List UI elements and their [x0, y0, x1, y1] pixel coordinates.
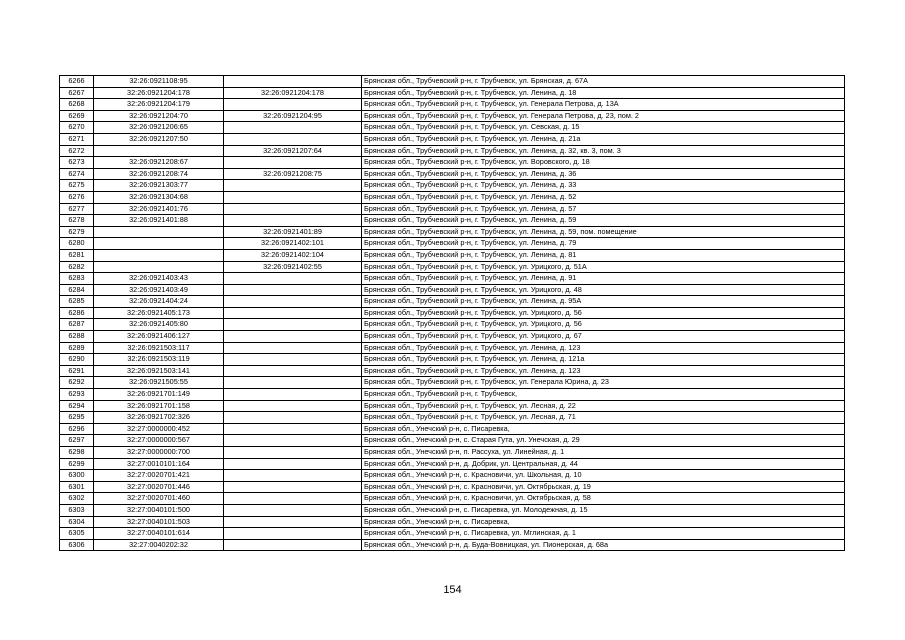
row-number-cell: 6280 [60, 238, 94, 250]
parent-cadastral-number-cell [224, 133, 362, 145]
table-row [60, 145, 845, 157]
table-row [60, 516, 845, 528]
parent-cadastral-number-cell [224, 191, 362, 203]
row-number-cell: 6294 [60, 400, 94, 412]
row-number-cell: 6304 [60, 516, 94, 528]
parent-cadastral-number-cell [224, 516, 362, 528]
address-cell: Брянская обл., Трубчевский р-н, г. Трубчевск, ул. Урицкого, д. 67 [362, 331, 845, 343]
table-row [60, 319, 845, 331]
address-cell: Брянская обл., Трубчевский р-н, г. Трубчевск, ул. Ленина, д. 52 [362, 191, 845, 203]
address-cell: Брянская обл., Трубчевский р-н, г. Трубчевск, ул. Ленина, д. 36 [362, 168, 845, 180]
address-cell: Брянская обл., Трубчевский р-н, г. Трубчевск, ул. Ленина, д. 81 [362, 249, 845, 261]
address-cell: Брянская обл., Трубчевский р-н, г. Трубчевск, ул. Генерала Петрова, д. 23, пом. 2 [362, 110, 845, 122]
address-cell: Брянская обл., Унечский р-н, д. Буда-Вовницкая, ул. Пионерская, д. 68а [362, 539, 845, 551]
address-cell: Брянская обл., Унечский р-н, с. Красновичи, ул. Школьная, д. 10 [362, 470, 845, 482]
parent-cadastral-number-cell: 32:26:0921402:101 [224, 238, 362, 250]
cadastral-number-cell: 32:26:0921405:80 [94, 319, 224, 331]
address-cell: Брянская обл., Трубчевский р-н, г. Трубчевск, ул. Лесная, д. 71 [362, 412, 845, 424]
row-number-cell: 6297 [60, 435, 94, 447]
registry-sheet [59, 75, 845, 551]
cadastral-number-cell: 32:27:0040101:614 [94, 528, 224, 540]
parent-cadastral-number-cell [224, 423, 362, 435]
cadastral-number-cell: 32:26:0921405:173 [94, 307, 224, 319]
parent-cadastral-number-cell: 32:26:0921402:55 [224, 261, 362, 273]
table-row [60, 377, 845, 389]
parent-cadastral-number-cell [224, 470, 362, 482]
cadastral-number-cell: 32:27:0000000:452 [94, 423, 224, 435]
row-number-cell: 6291 [60, 365, 94, 377]
table-row [60, 157, 845, 169]
table-row [60, 331, 845, 343]
table-row [60, 76, 845, 88]
table-row [60, 493, 845, 505]
table-row [60, 481, 845, 493]
parent-cadastral-number-cell [224, 122, 362, 134]
parent-cadastral-number-cell [224, 447, 362, 459]
page-number: 154 [443, 584, 462, 596]
parent-cadastral-number-cell [224, 180, 362, 192]
parent-cadastral-number-cell [224, 481, 362, 493]
address-cell: Брянская обл., Трубчевский р-н, г. Трубчевск, ул. Ленина, д. 95А [362, 296, 845, 308]
table-row [60, 87, 845, 99]
address-cell: Брянская обл., Трубчевский р-н, г. Трубчевск, ул. Севская, д. 15 [362, 122, 845, 134]
parent-cadastral-number-cell [224, 400, 362, 412]
table-row [60, 412, 845, 424]
table-row [60, 122, 845, 134]
address-cell: Брянская обл., Трубчевский р-н, г. Трубчевск, ул. Ленина, д. 121а [362, 354, 845, 366]
table-row [60, 342, 845, 354]
address-cell: Брянская обл., Унечский р-н, с. Писаревка, ул. Молодежная, д. 15 [362, 504, 845, 516]
row-number-cell: 6302 [60, 493, 94, 505]
address-cell: Брянская обл., Унечский р-н, с. Писаревка, [362, 516, 845, 528]
table-row [60, 261, 845, 273]
cadastral-number-cell [94, 145, 224, 157]
table-row [60, 504, 845, 516]
parent-cadastral-number-cell [224, 331, 362, 343]
address-cell: Брянская обл., Трубчевский р-н, г. Трубчевск, ул. Воровского, д. 18 [362, 157, 845, 169]
parent-cadastral-number-cell: 32:26:0921204:178 [224, 87, 362, 99]
cadastral-number-cell [94, 249, 224, 261]
cadastral-number-cell: 32:26:0921401:88 [94, 215, 224, 227]
address-cell: Брянская обл., Трубчевский р-н, г. Трубчевск, ул. Лесная, д. 22 [362, 400, 845, 412]
table-row [60, 354, 845, 366]
row-number-cell: 6282 [60, 261, 94, 273]
table-row [60, 226, 845, 238]
parent-cadastral-number-cell: 32:26:0921204:95 [224, 110, 362, 122]
row-number-cell: 6287 [60, 319, 94, 331]
parent-cadastral-number-cell: 32:26:0921207:64 [224, 145, 362, 157]
row-number-cell: 6289 [60, 342, 94, 354]
parent-cadastral-number-cell [224, 342, 362, 354]
table-row [60, 307, 845, 319]
table-row [60, 423, 845, 435]
address-cell: Брянская обл., Трубчевский р-н, г. Трубчевск, ул. Ленина, д. 123 [362, 365, 845, 377]
row-number-cell: 6266 [60, 76, 94, 88]
row-number-cell: 6276 [60, 191, 94, 203]
cadastral-number-cell: 32:26:0921208:74 [94, 168, 224, 180]
cadastral-number-cell [94, 226, 224, 238]
parent-cadastral-number-cell [224, 504, 362, 516]
address-cell: Брянская обл., Унечский р-н, с. Красновичи, ул. Октябрьская, д. 58 [362, 493, 845, 505]
table-row [60, 470, 845, 482]
address-cell: Брянская обл., Унечский р-н, с. Писаревка, ул. Мглинская, д. 1 [362, 528, 845, 540]
address-cell: Брянская обл., Трубчевский р-н, г. Трубчевск, ул. Ленина, д. 21а [362, 133, 845, 145]
parent-cadastral-number-cell [224, 435, 362, 447]
row-number-cell: 6306 [60, 539, 94, 551]
address-cell: Брянская обл., Трубчевский р-н, г. Трубчевск, ул. Урицкого, д. 56 [362, 307, 845, 319]
row-number-cell: 6288 [60, 331, 94, 343]
table-row [60, 539, 845, 551]
parent-cadastral-number-cell [224, 458, 362, 470]
parent-cadastral-number-cell [224, 215, 362, 227]
cadastral-number-cell: 32:27:0020701:421 [94, 470, 224, 482]
cadastral-number-cell: 32:26:0921503:117 [94, 342, 224, 354]
cadastral-number-cell: 32:26:0921403:43 [94, 273, 224, 285]
cadastral-number-cell: 32:26:0921206:65 [94, 122, 224, 134]
parent-cadastral-number-cell: 32:26:0921208:75 [224, 168, 362, 180]
row-number-cell: 6273 [60, 157, 94, 169]
table-row [60, 296, 845, 308]
parent-cadastral-number-cell [224, 284, 362, 296]
parent-cadastral-number-cell [224, 203, 362, 215]
cadastral-number-cell: 32:26:0921403:49 [94, 284, 224, 296]
cadastral-number-cell [94, 261, 224, 273]
cadastral-number-cell: 32:26:0921503:141 [94, 365, 224, 377]
address-cell: Брянская обл., Трубчевский р-н, г. Трубчевск, ул. Ленина, д. 79 [362, 238, 845, 250]
address-cell: Брянская обл., Трубчевский р-н, г. Трубчевск, ул. Ленина, д. 59 [362, 215, 845, 227]
table-row [60, 284, 845, 296]
cadastral-number-cell: 32:26:0921204:179 [94, 99, 224, 111]
table-row [60, 133, 845, 145]
row-number-cell: 6285 [60, 296, 94, 308]
parent-cadastral-number-cell [224, 273, 362, 285]
parent-cadastral-number-cell [224, 377, 362, 389]
cadastral-number-cell: 32:26:0921207:50 [94, 133, 224, 145]
parent-cadastral-number-cell [224, 99, 362, 111]
row-number-cell: 6296 [60, 423, 94, 435]
row-number-cell: 6303 [60, 504, 94, 516]
cadastral-number-cell: 32:26:0921303:77 [94, 180, 224, 192]
cadastral-number-cell: 32:27:0000000:700 [94, 447, 224, 459]
cadastral-number-cell: 32:26:0921108:95 [94, 76, 224, 88]
table-row [60, 168, 845, 180]
row-number-cell: 6268 [60, 99, 94, 111]
row-number-cell: 6281 [60, 249, 94, 261]
parent-cadastral-number-cell [224, 389, 362, 401]
cadastral-number-cell: 32:26:0921503:119 [94, 354, 224, 366]
cadastral-number-cell: 32:27:0020701:446 [94, 481, 224, 493]
table-row [60, 249, 845, 261]
parent-cadastral-number-cell [224, 76, 362, 88]
cadastral-number-cell: 32:26:0921204:70 [94, 110, 224, 122]
row-number-cell: 6293 [60, 389, 94, 401]
table-row [60, 215, 845, 227]
address-cell: Брянская обл., Унечский р-н, с. Писаревка, [362, 423, 845, 435]
cadastral-number-cell: 32:26:0921406:127 [94, 331, 224, 343]
cadastral-number-cell: 32:26:0921401:76 [94, 203, 224, 215]
table-row [60, 238, 845, 250]
table-row [60, 191, 845, 203]
registry-table-body [60, 76, 845, 551]
address-cell: Брянская обл., Унечский р-н, с. Красновичи, ул. Октябрьская, д. 19 [362, 481, 845, 493]
parent-cadastral-number-cell: 32:26:0921401:89 [224, 226, 362, 238]
cadastral-number-cell: 32:27:0010101:164 [94, 458, 224, 470]
row-number-cell: 6267 [60, 87, 94, 99]
table-row [60, 528, 845, 540]
cadastral-number-cell: 32:26:0921208:67 [94, 157, 224, 169]
row-number-cell: 6275 [60, 180, 94, 192]
cadastral-number-cell: 32:26:0921304:68 [94, 191, 224, 203]
table-row [60, 400, 845, 412]
row-number-cell: 6284 [60, 284, 94, 296]
address-cell: Брянская обл., Трубчевский р-н, г. Трубчевск, ул. Ленина, д. 32, кв. 3, пом. 3 [362, 145, 845, 157]
row-number-cell: 6300 [60, 470, 94, 482]
address-cell: Брянская обл., Унечский р-н, д. Добрик, ул. Центральная, д. 44 [362, 458, 845, 470]
cadastral-number-cell [94, 238, 224, 250]
table-row [60, 435, 845, 447]
address-cell: Брянская обл., Трубчевский р-н, г. Трубчевск, ул. Ленина, д. 33 [362, 180, 845, 192]
row-number-cell: 6298 [60, 447, 94, 459]
table-row [60, 273, 845, 285]
table-row [60, 180, 845, 192]
address-cell: Брянская обл., Трубчевский р-н, г. Трубчевск, ул. Урицкого, д. 48 [362, 284, 845, 296]
row-number-cell: 6290 [60, 354, 94, 366]
row-number-cell: 6278 [60, 215, 94, 227]
parent-cadastral-number-cell [224, 539, 362, 551]
address-cell: Брянская обл., Трубчевский р-н, г. Трубчевск, ул. Генерала Юрина, д. 23 [362, 377, 845, 389]
parent-cadastral-number-cell [224, 157, 362, 169]
row-number-cell: 6271 [60, 133, 94, 145]
cadastral-number-cell: 32:27:0040101:503 [94, 516, 224, 528]
table-row [60, 447, 845, 459]
table-row [60, 110, 845, 122]
address-cell: Брянская обл., Трубчевский р-н, г. Трубчевск, ул. Ленина, д. 91 [362, 273, 845, 285]
row-number-cell: 6292 [60, 377, 94, 389]
address-cell: Брянская обл., Трубчевский р-н, г. Трубчевск, [362, 389, 845, 401]
cadastral-number-cell: 32:27:0040202:32 [94, 539, 224, 551]
address-cell: Брянская обл., Трубчевский р-н, г. Трубчевск, ул. Урицкого, д. 56 [362, 319, 845, 331]
row-number-cell: 6299 [60, 458, 94, 470]
cadastral-number-cell: 32:27:0020701:460 [94, 493, 224, 505]
row-number-cell: 6279 [60, 226, 94, 238]
parent-cadastral-number-cell [224, 493, 362, 505]
cadastral-number-cell: 32:27:0000000:567 [94, 435, 224, 447]
address-cell: Брянская обл., Трубчевский р-н, г. Трубчевск, ул. Урицкого, д. 51А [362, 261, 845, 273]
parent-cadastral-number-cell: 32:26:0921402:104 [224, 249, 362, 261]
address-cell: Брянская обл., Трубчевский р-н, г. Трубчевск, ул. Ленина, д. 59, пом. помещение [362, 226, 845, 238]
cadastral-number-cell: 32:26:0921404:24 [94, 296, 224, 308]
table-row [60, 389, 845, 401]
parent-cadastral-number-cell [224, 365, 362, 377]
row-number-cell: 6272 [60, 145, 94, 157]
registry-table [59, 75, 845, 551]
address-cell: Брянская обл., Унечский р-н, п. Рассуха, ул. Линейная, д. 1 [362, 447, 845, 459]
row-number-cell: 6295 [60, 412, 94, 424]
parent-cadastral-number-cell [224, 319, 362, 331]
cadastral-number-cell: 32:27:0040101:500 [94, 504, 224, 516]
address-cell: Брянская обл., Трубчевский р-н, г. Трубчевск, ул. Ленина, д. 57 [362, 203, 845, 215]
address-cell: Брянская обл., Трубчевский р-н, г. Трубчевск, ул. Ленина, д. 123 [362, 342, 845, 354]
row-number-cell: 6274 [60, 168, 94, 180]
table-row [60, 458, 845, 470]
cadastral-number-cell: 32:26:0921701:158 [94, 400, 224, 412]
table-row [60, 365, 845, 377]
address-cell: Брянская обл., Трубчевский р-н, г. Трубчевск, ул. Брянская, д. 67А [362, 76, 845, 88]
row-number-cell: 6269 [60, 110, 94, 122]
row-number-cell: 6301 [60, 481, 94, 493]
parent-cadastral-number-cell [224, 307, 362, 319]
parent-cadastral-number-cell [224, 296, 362, 308]
row-number-cell: 6277 [60, 203, 94, 215]
parent-cadastral-number-cell [224, 412, 362, 424]
cadastral-number-cell: 32:26:0921204:178 [94, 87, 224, 99]
parent-cadastral-number-cell [224, 354, 362, 366]
table-row [60, 203, 845, 215]
cadastral-number-cell: 32:26:0921701:149 [94, 389, 224, 401]
row-number-cell: 6283 [60, 273, 94, 285]
address-cell: Брянская обл., Трубчевский р-н, г. Трубчевск, ул. Ленина, д. 18 [362, 87, 845, 99]
cadastral-number-cell: 32:26:0921505:55 [94, 377, 224, 389]
cadastral-number-cell: 32:26:0921702:326 [94, 412, 224, 424]
row-number-cell: 6286 [60, 307, 94, 319]
address-cell: Брянская обл., Унечский р-н, с. Старая Гута, ул. Унечская, д. 29 [362, 435, 845, 447]
address-cell: Брянская обл., Трубчевский р-н, г. Трубчевск, ул. Генерала Петрова, д. 13А [362, 99, 845, 111]
table-row [60, 99, 845, 111]
row-number-cell: 6305 [60, 528, 94, 540]
parent-cadastral-number-cell [224, 528, 362, 540]
row-number-cell: 6270 [60, 122, 94, 134]
